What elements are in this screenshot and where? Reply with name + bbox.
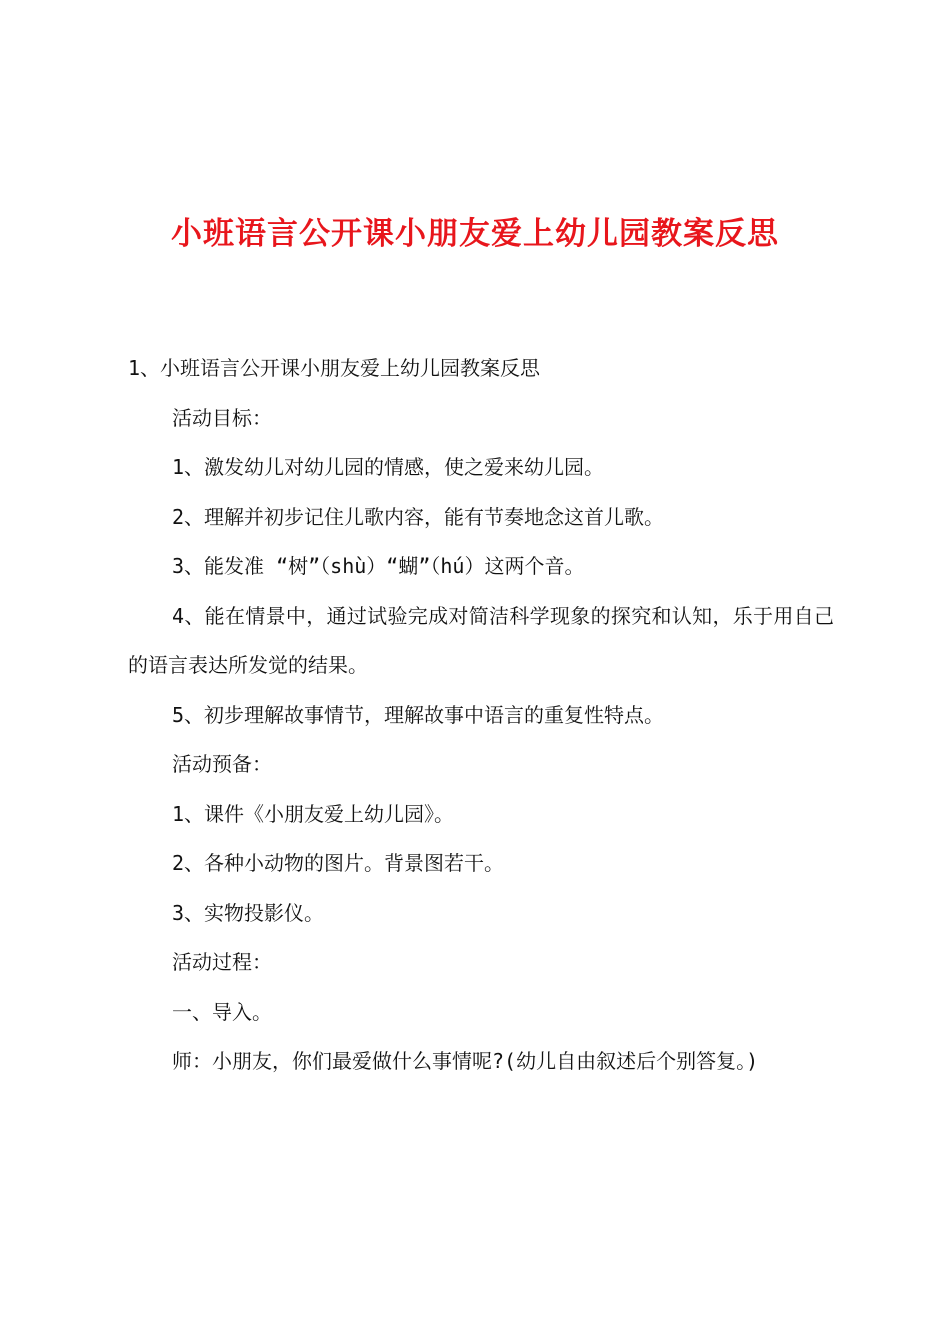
process-item-2: 师：小朋友，你们最爱做什么事情呢?(幼儿自由叙述后个别答复。) bbox=[172, 1049, 759, 1073]
document-title: 小班语言公开课小朋友爱上幼儿园教案反思 bbox=[171, 216, 779, 252]
goal-item-5: 5、初步理解故事情节，理解故事中语言的重复性特点。 bbox=[172, 702, 665, 727]
goal-item-2: 2、理解并初步记住儿歌内容，能有节奏地念这首儿歌。 bbox=[172, 504, 665, 529]
process-label: 活动过程： bbox=[172, 950, 272, 974]
preparation-label: 活动预备： bbox=[172, 752, 272, 776]
preparation-item-3: 3、实物投影仪。 bbox=[172, 900, 325, 925]
process-item-1: 一、导入。 bbox=[172, 999, 272, 1024]
goal-item-3: 3、能发准 “树”（shù）“蝴”（hú）这两个音。 bbox=[172, 554, 585, 578]
goals-label: 活动目标： bbox=[172, 405, 272, 430]
goal-item-1: 1、激发幼儿对幼儿园的情感，使之爱来幼儿园。 bbox=[172, 455, 605, 479]
goal-item-4: 4、能在情景中，通过试验完成对简洁科学现象的探究和认知，乐于用自己的语言表达所发觉的结果。 bbox=[128, 603, 834, 677]
preparation-item-1: 1、课件《小朋友爱上幼儿园》。 bbox=[172, 801, 455, 826]
section-heading: 1、小班语言公开课小朋友爱上幼儿园教案反思 bbox=[128, 356, 541, 380]
preparation-item-2: 2、各种小动物的图片。背景图若干。 bbox=[172, 851, 505, 875]
document-body bbox=[128, 344, 834, 1087]
